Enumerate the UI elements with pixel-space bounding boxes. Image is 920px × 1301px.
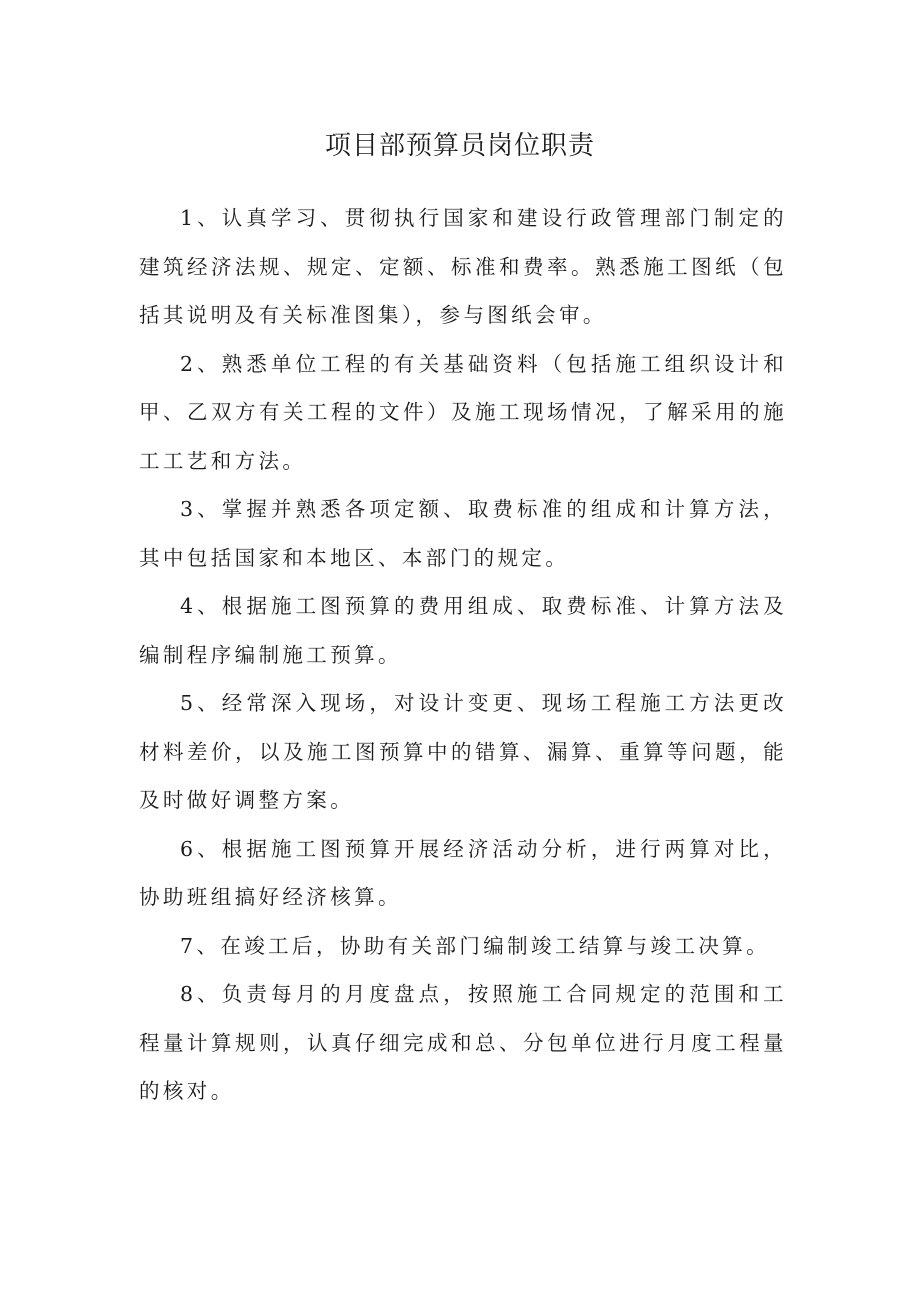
paragraph-1: 1、认真学习、贯彻执行国家和建设行政管理部门制定的建筑经济法规、规定、定额、标准和费率。熟悉施工图纸（包括其说明及有关标准图集），参与图纸会审。 — [139, 206, 787, 327]
paragraph-6: 6、根据施工图预算开展经济活动分析，进行两算对比，协助班组搞好经济核算。 — [139, 836, 787, 909]
paragraph-2: 2、熟悉单位工程的有关基础资料（包括施工组织设计和甲、乙双方有关工程的文件）及施工现场情况，了解采用的施工工艺和方法。 — [139, 351, 787, 473]
paragraph-5: 5、经常深入现场，对设计变更、现场工程施工方法更改材料差价，以及施工图预算中的错算、漏算、重算等问题，能及时做好调整方案。 — [139, 691, 787, 812]
paragraph-7: 7、在竣工后，协助有关部门编制竣工结算与竣工决算。 — [180, 933, 771, 958]
paragraph-8: 8、负责每月的月度盘点，按照施工合同规定的范围和工程量计算规则，认真仔细完成和总、分包单位进行月度工程量的核对。 — [139, 982, 787, 1103]
document-body — [139, 194, 787, 1116]
paragraph-4: 4、根据施工图预算的费用组成、取费标准、计算方法及编制程序编制施工预算。 — [139, 594, 787, 667]
paragraph-3: 3、掌握并熟悉各项定额、取费标准的组成和计算方法，其中包括国家和本地区、本部门的规定。 — [139, 497, 787, 570]
page-title: 项目部预算员岗位职责 — [324, 131, 595, 161]
